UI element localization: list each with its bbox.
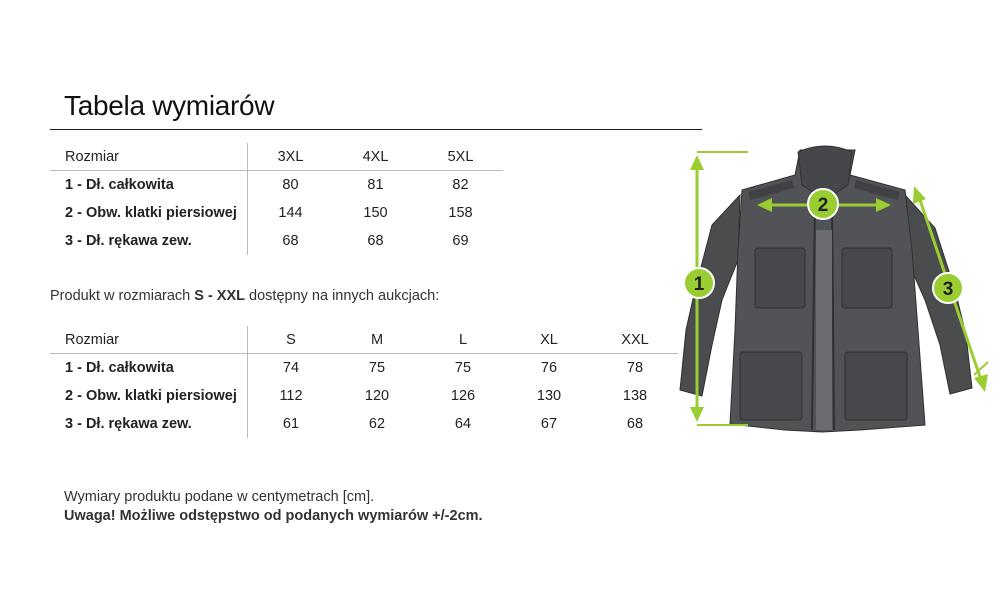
page-title: Tabela wymiarów (64, 90, 275, 121)
table-row (50, 171, 503, 200)
cell-value: 144 (278, 205, 303, 221)
row-label: 1 - Dł. całkowita (50, 354, 248, 383)
jacket-lower-pocket-left (740, 352, 802, 420)
jacket-left-sleeve (680, 195, 740, 396)
row-label: 2 - Obw. klatki piersiowej (50, 382, 248, 410)
cell-value: 62 (368, 416, 386, 432)
header-size: L (420, 326, 506, 354)
arrow-head-down (690, 407, 704, 422)
row-label: 3 - Dł. rękawa zew. (50, 227, 248, 255)
table-row (50, 354, 678, 383)
units-note: Wymiary produktu podane w centymetrach [cm]. (64, 489, 375, 505)
jacket-measurement-diagram (668, 140, 1000, 440)
header-size: 4XL (333, 143, 418, 171)
cell-value: 138 (622, 388, 648, 404)
table-header-row (50, 143, 503, 171)
row-label: 1 - Dł. całkowita (50, 171, 248, 200)
cell-value: 69 (452, 233, 469, 249)
table-row (50, 199, 503, 227)
jacket-lower-pocket-right (845, 352, 907, 420)
jacket-chest-pocket-left (755, 248, 805, 308)
size-table-standard (50, 326, 678, 438)
size-table-large (50, 143, 503, 255)
cell-value: 82 (452, 177, 469, 193)
note-size-range: S - XXL (194, 288, 246, 304)
marker-label-3: 3 (942, 279, 954, 300)
cell-value: 75 (368, 360, 386, 376)
arrow-head-top (913, 186, 926, 204)
header-size: XXL (592, 326, 678, 354)
cell-value: 64 (454, 416, 472, 432)
header-size-label: Rozmiar (50, 326, 248, 354)
cell-value: 112 (279, 388, 303, 404)
header-size: XL (506, 326, 592, 354)
cell-value: 80 (282, 177, 299, 193)
measurement-footer (64, 488, 483, 526)
title-divider (50, 129, 702, 130)
cell-value: 81 (367, 177, 384, 193)
cell-value: 78 (626, 360, 644, 376)
cell-value: 68 (626, 416, 644, 432)
cell-value: 120 (364, 388, 390, 404)
row-label: 2 - Obw. klatki piersiowej (50, 199, 248, 227)
cell-value: 61 (282, 416, 300, 432)
table-row (50, 382, 678, 410)
header-size: S (248, 326, 335, 354)
cell-value: 75 (454, 360, 472, 376)
marker-label-2: 2 (817, 195, 829, 216)
availability-note (50, 288, 439, 304)
cell-value: 150 (363, 205, 388, 221)
note-suffix: dostępny na innych aukcjach: (245, 288, 440, 304)
cell-value: 68 (282, 233, 299, 249)
cell-value: 74 (282, 360, 300, 376)
cell-value: 67 (540, 416, 558, 432)
cell-value: 130 (536, 388, 562, 404)
cell-value: 76 (540, 360, 558, 376)
jacket-chest-pocket-right (842, 248, 892, 308)
header-size: M (334, 326, 420, 354)
table-row (50, 227, 503, 255)
header-size: 5XL (418, 143, 503, 171)
arrow-head-bottom (974, 374, 988, 392)
cell-value: 126 (450, 388, 476, 404)
marker-label-1: 1 (693, 274, 705, 295)
header-size: 3XL (248, 143, 334, 171)
note-prefix: Produkt w rozmiarach (50, 288, 195, 304)
cell-value: 68 (367, 233, 384, 249)
table-row (50, 410, 678, 438)
header-size-label: Rozmiar (50, 143, 248, 171)
row-label: 3 - Dł. rękawa zew. (50, 410, 248, 438)
tolerance-warning: Uwaga! Możliwe odstępstwo od podanych wymiarów +/-2cm. (64, 508, 483, 524)
jacket-lining (816, 230, 832, 430)
arrow-head-up (690, 155, 704, 170)
table-header-row (50, 326, 678, 354)
cell-value: 158 (448, 205, 473, 221)
